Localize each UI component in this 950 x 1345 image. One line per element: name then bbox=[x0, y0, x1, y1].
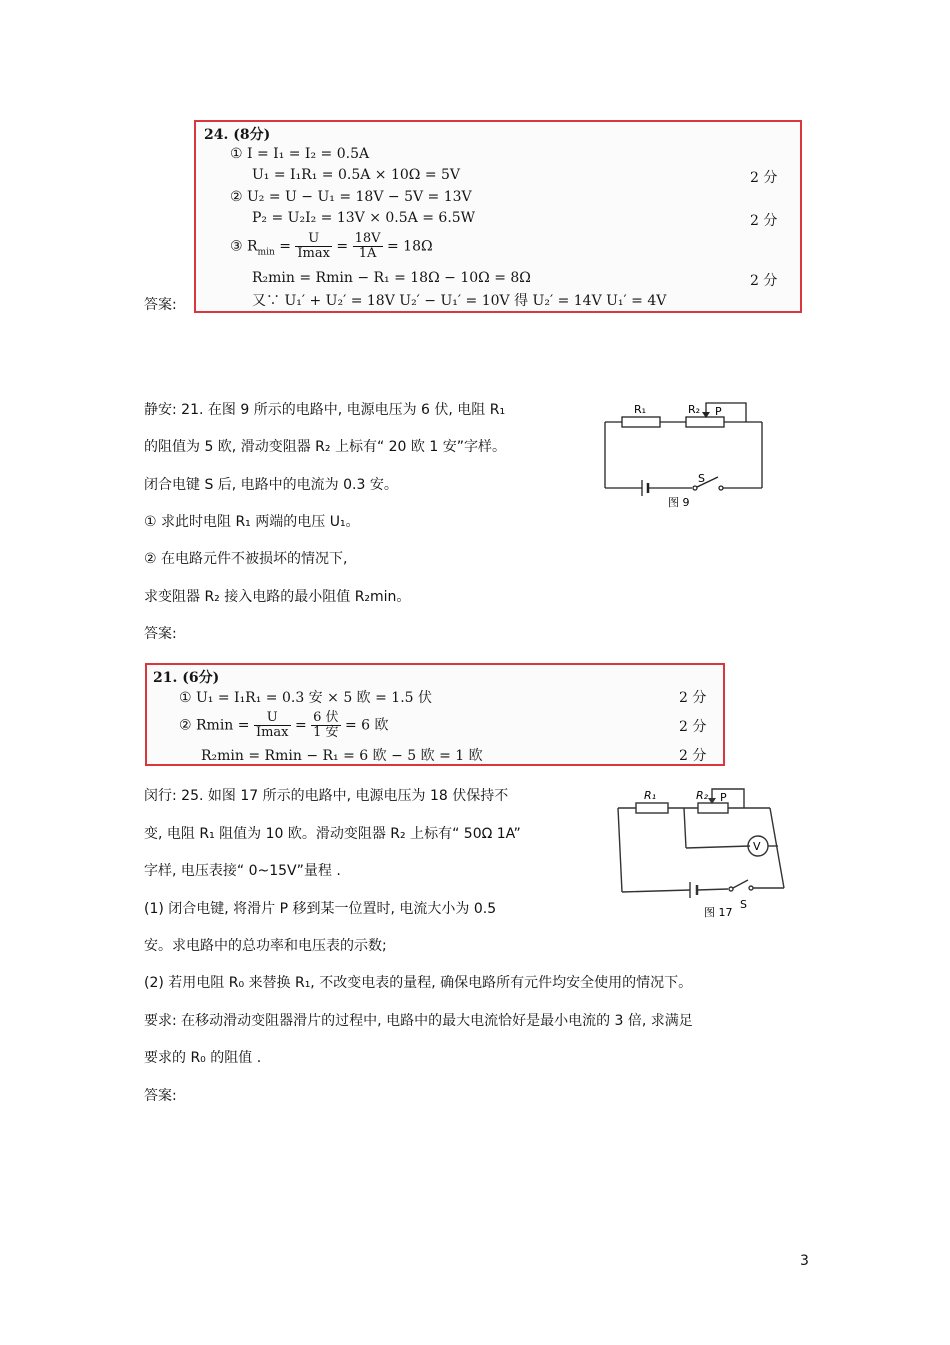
circuit-figure-17 bbox=[600, 782, 790, 922]
box24-line-4: P₂ = U₂I₂ = 13V × 0.5A = 6.5W bbox=[252, 210, 476, 226]
box24-score-1: 2 分 bbox=[750, 170, 778, 186]
fig9-s-label: S bbox=[698, 472, 705, 485]
box21-fraction-2: $\frac{\text{6 伏}}{\text{1 安}}$ bbox=[313, 710, 339, 740]
fig17-caption: 图 17 bbox=[704, 906, 733, 919]
box21-rmin-label: ② Rmin = bbox=[179, 717, 250, 734]
box21-line-2: ② Rmin = $\frac{U}{Imax}$ = $\frac{\text{6 伏}}{\text{1 安}}$ = 6 欧 bbox=[179, 710, 389, 740]
q21-line-4: ① 求此时电阻 R₁ 两端的电压 U₁。 bbox=[144, 514, 360, 530]
q25-line-4: (1) 闭合电键, 将滑片 P 移到某一位置时, 电流大小为 0.5 bbox=[144, 901, 497, 917]
answer-label-2: 答案: bbox=[144, 626, 177, 642]
fig9-r2-label: R₂ bbox=[688, 403, 701, 416]
fig17-s-label: S bbox=[740, 898, 747, 911]
box21-fraction-1: $\frac{U}{Imax}$ bbox=[255, 710, 289, 740]
box24-line-7: 又∵ U₁′ + U₂′ = 18V U₂′ − U₁′ = 10V 得 U₂′ = 14V U₁′ = 4V bbox=[252, 293, 667, 309]
answer-label-1: 答案: bbox=[144, 297, 177, 313]
box21-score-2: 2 分 bbox=[679, 719, 707, 735]
q25-line-1: 闵行: 25. 如图 17 所示的电路中, 电源电压为 18 伏保持不 bbox=[144, 788, 509, 804]
q21-line-3: 闭合电键 S 后, 电路中的电流为 0.3 安。 bbox=[144, 477, 398, 493]
box21-line-1: ① U₁ = I₁R₁ = 0.3 安 × 5 欧 = 1.5 伏 bbox=[179, 690, 433, 706]
box24-rmin-label: ③ R bbox=[230, 238, 258, 255]
fig9-p-label: P bbox=[715, 405, 722, 418]
box24-fraction-1: $\frac{U}{Imax}$ bbox=[297, 231, 330, 261]
q25-line-3: 字样, 电压表接“ 0~15V”量程 . bbox=[144, 863, 341, 879]
q21-line-6: 求变阻器 R₂ 接入电路的最小阻值 R₂min。 bbox=[144, 589, 411, 605]
box21-line-3: R₂min = Rmin − R₁ = 6 欧 − 5 欧 = 1 欧 bbox=[201, 748, 483, 764]
circuit-figure-9 bbox=[600, 398, 768, 514]
answer-box-21 bbox=[145, 663, 725, 766]
box21-frac-result: = 6 欧 bbox=[345, 717, 389, 734]
fig9-caption: 图 9 bbox=[668, 496, 690, 509]
box24-score-3: 2 分 bbox=[750, 273, 778, 289]
box24-score-2: 2 分 bbox=[750, 213, 778, 229]
box24-line-6: R₂min = Rmin − R₁ = 18Ω − 10Ω = 8Ω bbox=[252, 270, 531, 286]
box24-line-1: ① I = I₁ = I₂ = 0.5A bbox=[230, 146, 370, 162]
q25-line-5: 安。求电路中的总功率和电压表的示数; bbox=[144, 938, 387, 954]
box24-line-3: ② U₂ = U − U₁ = 18V − 5V = 13V bbox=[230, 189, 472, 205]
box24-header: 24. (8分) bbox=[204, 127, 271, 143]
fig17-r1-label: R₁ bbox=[644, 789, 657, 802]
q25-line-7: 要求: 在移动滑动变阻器滑片的过程中, 电路中的最大电流恰好是最小电流的 3 倍, 求满足 bbox=[144, 1013, 693, 1029]
answer-label-3: 答案: bbox=[144, 1088, 177, 1104]
box24-fraction-2: $\frac{18V}{1A}$ bbox=[354, 231, 381, 261]
box24-line-5: ③ $R_{min}$ = $\frac{U}{Imax}$ = $\frac{18V}{1A}$ = 18Ω bbox=[230, 231, 433, 261]
box21-score-3: 2 分 bbox=[679, 748, 707, 764]
fig9-r1-label: R₁ bbox=[634, 403, 647, 416]
box21-header: 21. (6分) bbox=[153, 670, 220, 686]
q21-line-1: 静安: 21. 在图 9 所示的电路中, 电源电压为 6 伏, 电阻 R₁ bbox=[144, 402, 506, 418]
q21-line-5: ② 在电路元件不被损坏的情况下, bbox=[144, 551, 348, 567]
q25-line-2: 变, 电阻 R₁ 阻值为 10 欧。滑动变阻器 R₂ 上标有“ 50Ω 1A” bbox=[144, 826, 521, 842]
q25-line-6: (2) 若用电阻 R₀ 来替换 R₁, 不改变电表的量程, 确保电路所有元件均安全使用的情况下。 bbox=[144, 975, 693, 991]
fig17-p-label: P bbox=[720, 791, 727, 804]
answer-box-24 bbox=[194, 120, 802, 313]
q25-line-8: 要求的 R₀ 的阻值 . bbox=[144, 1050, 262, 1066]
q21-line-2: 的阻值为 5 欧, 滑动变阻器 R₂ 上标有“ 20 欧 1 安”字样。 bbox=[144, 439, 506, 455]
page-number: 3 bbox=[800, 1253, 809, 1269]
fig17-r2-label: R₂ bbox=[696, 789, 709, 802]
box21-score-1: 2 分 bbox=[679, 690, 707, 706]
box24-frac-result: = 18Ω bbox=[386, 238, 433, 255]
fig17-v-label: V bbox=[753, 840, 761, 853]
box24-line-2: U₁ = I₁R₁ = 0.5A × 10Ω = 5V bbox=[252, 167, 461, 183]
